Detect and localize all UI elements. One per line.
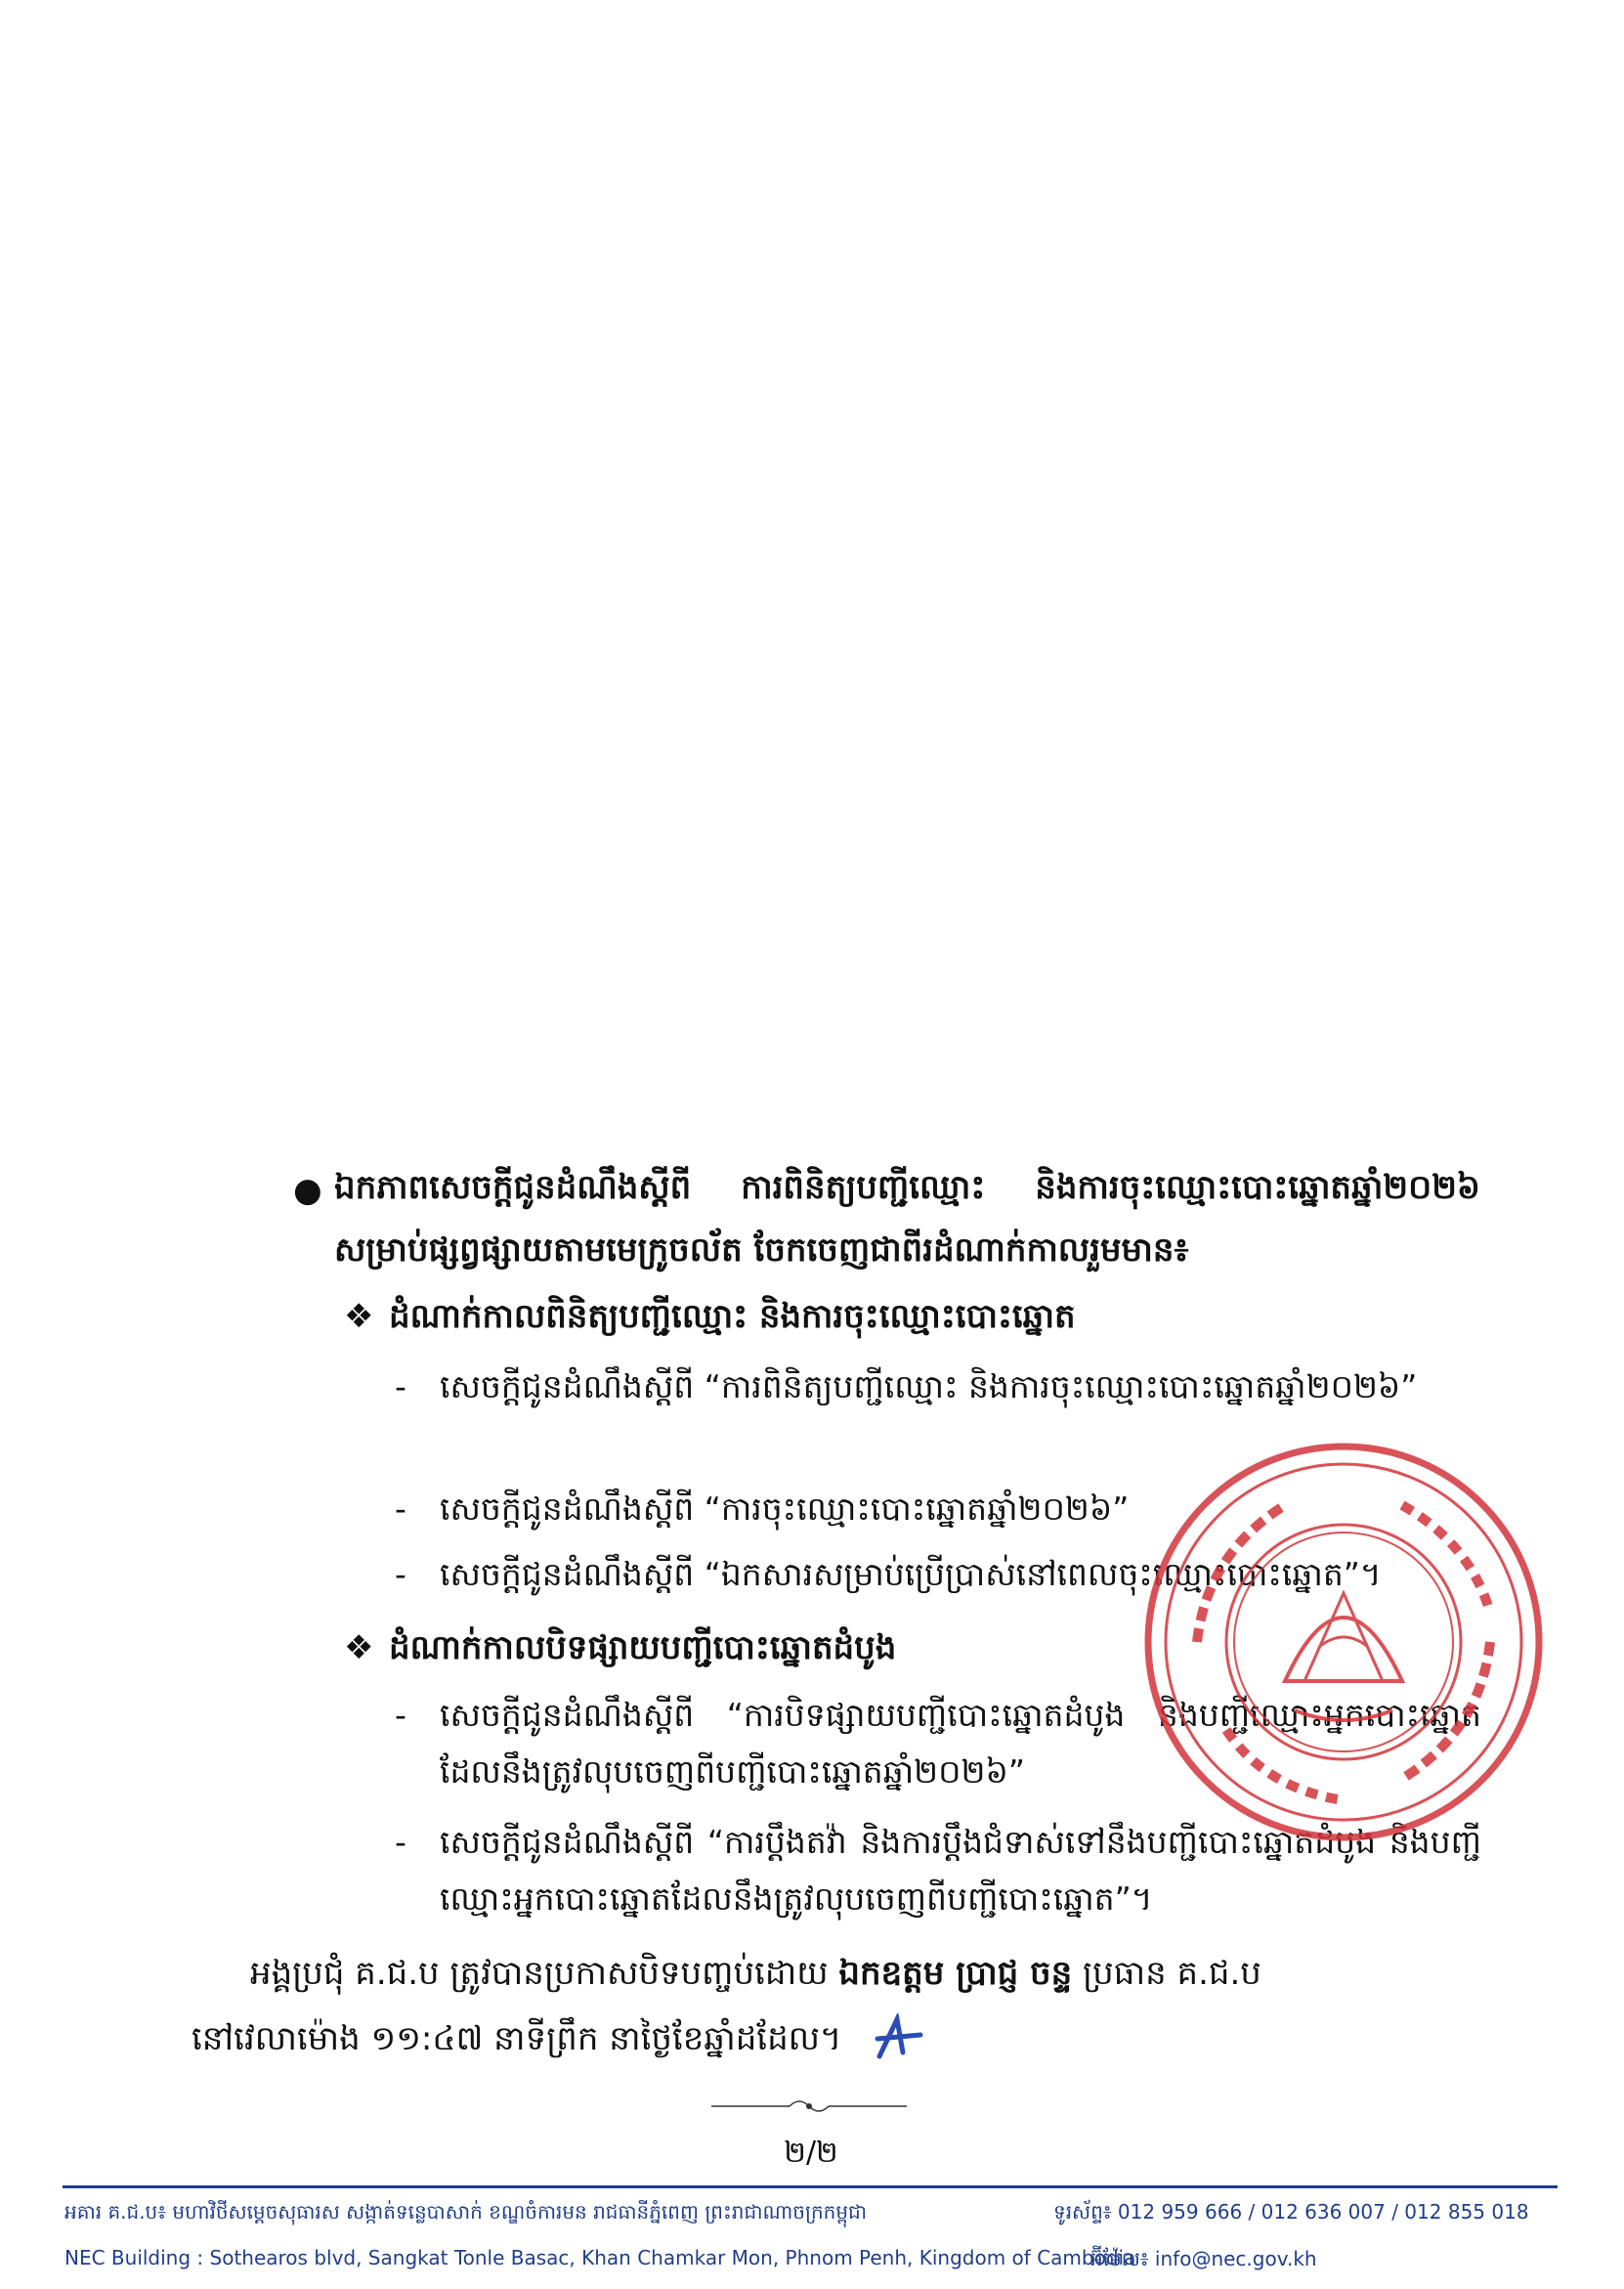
document-page: ● ឯកភាពសេចក្ដីជូនដំណឹងស្ដីពី ការពិនិត្យបញ្ជីឈ្មោះ និងការចុះឈ្មោះបោះឆ្នោតឆ្នាំ២០២៦ សម្រាប់ផ្សព្វផ្សាយតាមមេក្រូចល័ត ចែកចេញជាពីរដំណាក់កាលរួមមាន៖ ❖ ដំណាក់កាលពិនិត្យបញ្ជីឈ្មោះ និងការចុះឈ្មោះបោះឆ្នោត - សេចក្ដីជូនដំណឹងស្ដីពី “ការពិនិត្យបញ្ជីឈ្មោះ និងការចុះឈ្មោះបោះឆ្នោតឆ្នាំ២០២៦” - សេចក្ដីជូនដំណឹងស្ដីពី “ការចុះឈ្មោះបោះឆ្នោតឆ្នាំ២០២៦” - សេចក្ដីជូនដំណឹងស្ដីពី “ឯកសារសម្រាប់ប្រើប្រាស់នៅពេលចុះឈ្មោះបោះឆ្នោត”។ ❖ ដំណាក់កាលបិទផ្សាយបញ្ជីបោះឆ្នោតដំបូង - សេចក្ដីជូនដំណឹងស្ដីពី “ការបិទផ្សាយបញ្ជីបោះឆ្នោតដំបូង និងបញ្ជីឈ្មោះអ្នកបោះឆ្នោតដែលនឹងត្រូវលុបចេញពីបញ្ជីបោះឆ្នោតឆ្នាំ២០២៦” - សេចក្ដីជូនដំណឹងស្ដីពី “ការប្ដឹងតវ៉ា និងការប្ដឹងជំទាស់ទៅនឹងបញ្ជីបោះឆ្នោតដំបូង និងបញ្ជីឈ្មោះអ្នកបោះឆ្នោតដែលនឹងត្រូវលុបចេញពីបញ្ជីបោះឆ្នោត”។ អង្គប្រជុំ គ.ជ.ប ត្រូវបានប្រកាសបិទបញ្ចប់ដោយ ឯកឧត្តម ប្រាជ្ញ ចន្ទ ប្រធាន គ.ជ.ប នៅវេលាម៉ោង ១១:៤៧ នាទីព្រឹក នាថ្ងៃខែឆ្នាំដដែល។ ២/២ អគារ គ.ជ.ប៖ មហាវិថីសម្ដេចសុធារស សង្កាត់ទន្លេបាសាក់ ខណ្ឌចំការមន រាជធានីភ្នំពេញ ព្រះរាជាណាចក្រកម្ពុជា ទូរស័ព្ទ៖ 012 959 666 / 012 636 007 / 012 855 018 NEC Building : Sothearos blvd, Sangkat Tonle Basac, Khan Chamkar Mon, Phnom Penh, Kingdom of Cambodia អ៊ីម៉ែល៖ info@nec.gov.kh: [0, 0, 1624, 2289]
ornament-divider: [711, 2096, 907, 2116]
footer-line-2: [64, 2246, 1560, 2269]
bullet-icon: ●: [293, 1171, 322, 1210]
chair-name: ឯកឧត្តម ប្រាជ្ញ ចន្ទ: [838, 1954, 1073, 1993]
phase-2-item: - សេចក្ដីជូនដំណឹងស្ដីពី “ការប្ដឹងតវ៉ា និងការប្ដឹងជំទាស់ទៅនឹងបញ្ជីបោះឆ្នោតដំបូង និងបញ្ជីឈ្មោះអ្នកបោះឆ្នោតដែលនឹងត្រូវលុបចេញពីបញ្ជីបោះឆ្នោត”។: [395, 1823, 1481, 1918]
signature-mark: [870, 2013, 928, 2062]
page-number: ២/២: [784, 2136, 838, 2170]
phase-1-item: - សេចក្ដីជូនដំណឹងស្ដីពី “ការពិនិត្យបញ្ជីឈ្មោះ និងការចុះឈ្មោះបោះឆ្នោតឆ្នាំ២០២៦”: [395, 1367, 1418, 1405]
phase-2-item: - សេចក្ដីជូនដំណឹងស្ដីពី “ការបិទផ្សាយបញ្ជីបោះឆ្នោតដំបូង និងបញ្ជីឈ្មោះអ្នកបោះឆ្នោតដែលនឹងត្រូវលុបចេញពីបញ្ជីបោះឆ្នោតឆ្នាំ២០២៦”: [395, 1696, 1481, 1791]
closing-line-2: នៅវេលាម៉ោង ១១:៤៧ នាទីព្រឹក នាថ្ងៃខែឆ្នាំដដែល។: [192, 2019, 842, 2058]
diamond-bullet-icon: ❖: [344, 1628, 374, 1667]
footer-address-en: NEC Building : Sothearos blvd, Sangkat Tonle Basac, Khan Chamkar Mon, Phnom Penh, Kingdom of Cambodia: [64, 2246, 1136, 2269]
footer-phone: ទូរស័ព្ទ៖ 012 959 666 / 012 636 007 / 012 855 018: [1053, 2200, 1529, 2224]
closing-line-1: អង្គប្រជុំ គ.ជ.ប ត្រូវបានប្រកាសបិទបញ្ចប់ដោយ ឯកឧត្តម ប្រាជ្ញ ចន្ទ ប្រធាន គ.ជ.ប: [250, 1954, 1261, 1993]
footer-email: អ៊ីម៉ែល៖ info@nec.gov.kh: [1090, 2247, 1317, 2270]
notice-heading-text: ឯកភាពសេចក្ដីជូនដំណឹងស្ដីពី ការពិនិត្យបញ្ជីឈ្មោះ និងការចុះឈ្មោះបោះឆ្នោតឆ្នាំ២០២៦ សម្រាប់ផ្សព្វផ្សាយតាមមេក្រូចល័ត ចែកចេញជាពីរដំណាក់កាលរួមមាន៖: [334, 1168, 1480, 1270]
footer-line-1: [64, 2199, 1560, 2228]
footer-address-km: អគារ គ.ជ.ប៖ មហាវិថីសម្ដេចសុធារស សង្កាត់ទន្លេបាសាក់ ខណ្ឌចំការមន រាជធានីភ្នំពេញ ព្រះរាជាណាចក្រកម្ពុជា: [64, 2200, 868, 2224]
official-seal: [1138, 1437, 1549, 1847]
diamond-bullet-icon: ❖: [344, 1297, 374, 1336]
footer-divider: [63, 2185, 1558, 2188]
